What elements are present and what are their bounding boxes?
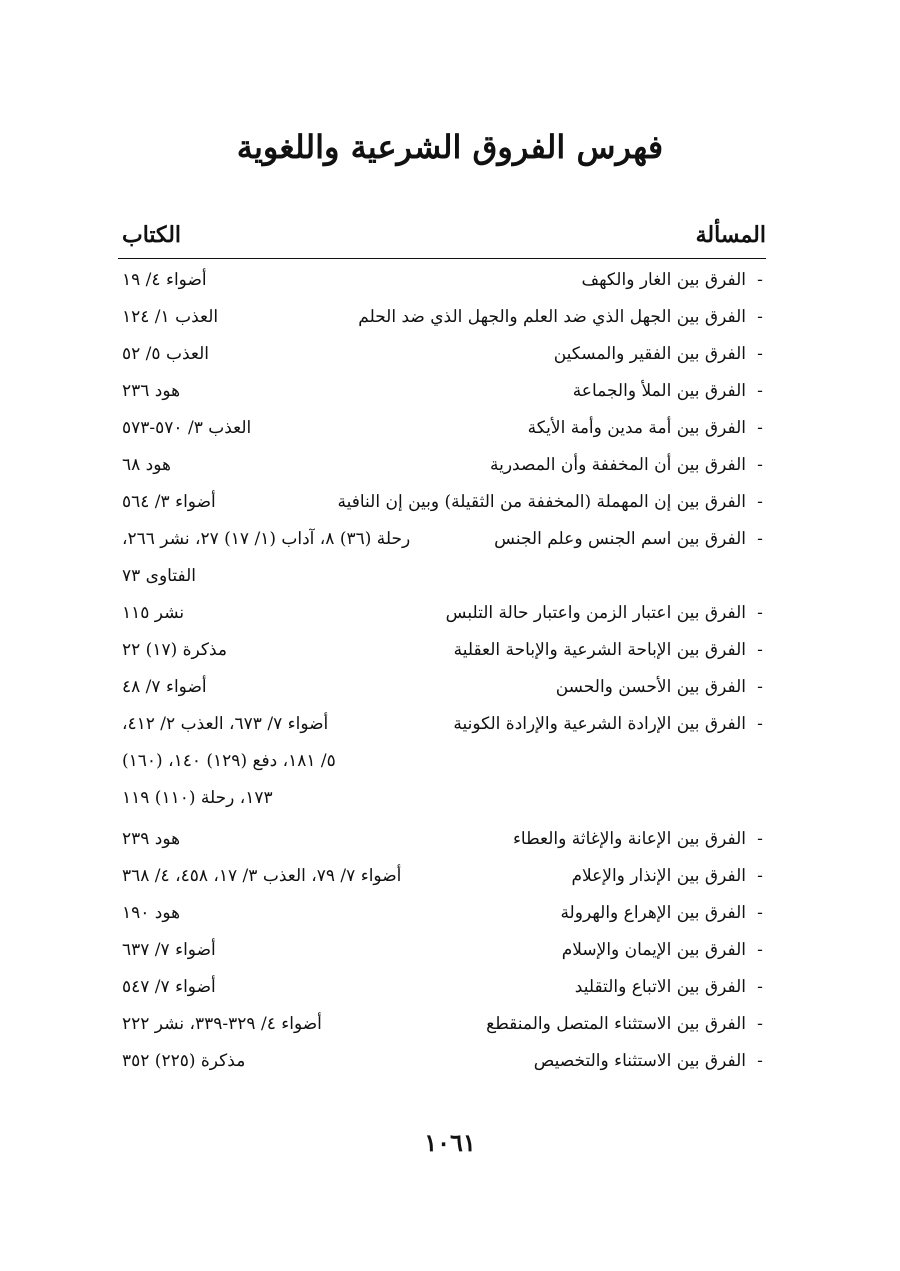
entry-source: هود ١٩٠: [122, 903, 181, 923]
list-item: [118, 447, 766, 484]
list-item: [118, 858, 766, 895]
entry-issue: الفرق بين الاتباع والتقليد: [574, 977, 746, 997]
entry-issue: الفرق بين الجهل الذي ضد العلم والجهل الذي ضد الحلم: [358, 307, 746, 327]
page-title: فهرس الفروق الشرعية واللغوية: [236, 128, 664, 166]
entry-dash: -: [757, 344, 763, 364]
list-item: [118, 521, 766, 558]
list-item: [118, 706, 766, 743]
entry-issue: الفرق بين الاستثناء والتخصيص: [533, 1051, 746, 1071]
list-item: [118, 669, 766, 706]
entry-dash: -: [757, 640, 763, 660]
page-number: ١٠٦١: [424, 1128, 476, 1157]
list-item: [118, 895, 766, 932]
list-item-continuation: [118, 780, 766, 817]
entry-source: هود ٢٣٩: [122, 829, 181, 849]
header-book: الكتاب: [122, 222, 182, 248]
entry-issue: الفرق بين اسم الجنس وعلم الجنس: [494, 529, 746, 549]
entry-source: نشر ١١٥: [122, 603, 185, 623]
entry-issue: الفرق بين إن المهملة (المخففة من الثقيلة) وبين إن النافية: [337, 492, 746, 512]
entry-issue: الفرق بين الملأ والجماعة: [572, 381, 746, 401]
entry-source: أضواء ٧/ ٤٨: [122, 677, 207, 697]
entry-issue: الفرق بين الاستثناء المتصل والمنقطع: [486, 1014, 746, 1034]
entry-issue: الفرق بين الإعانة والإغاثة والعطاء: [512, 829, 746, 849]
entry-dash: -: [757, 1051, 763, 1071]
list-item: [118, 1043, 766, 1080]
header-issue: المسألة: [695, 222, 766, 248]
entry-source-continuation: الفتاوى ٧٣: [122, 566, 196, 586]
entry-issue: الفرق بين أمة مدين وأمة الأيكة: [527, 418, 746, 438]
entry-source: رحلة (٣٦) ٨، آداب (١/ ١٧) ٢٧، نشر ٢٦٦،: [122, 529, 411, 549]
list-item: [118, 299, 766, 336]
entry-source: هود ٦٨: [122, 455, 171, 475]
list-item: [118, 595, 766, 632]
list-item: [118, 336, 766, 373]
entry-issue: الفرق بين الفقير والمسكين: [553, 344, 746, 364]
list-item: [118, 262, 766, 299]
entry-source: هود ٢٣٦: [122, 381, 181, 401]
entry-dash: -: [757, 714, 763, 734]
entry-source: أضواء ٤/ ٣٢٩-٣٣٩، نشر ٢٢٢: [122, 1014, 322, 1034]
entry-source: أضواء ٣/ ٥٦٤: [122, 492, 216, 512]
list-item: [118, 410, 766, 447]
entry-issue: الفرق بين الإهراع والهرولة: [560, 903, 746, 923]
entry-issue: الفرق بين الإرادة الشرعية والإرادة الكونية: [453, 714, 746, 734]
entries-list: [118, 262, 766, 1080]
entry-dash: -: [757, 381, 763, 401]
entry-dash: -: [757, 829, 763, 849]
entry-issue: الفرق بين الغار والكهف: [581, 270, 746, 290]
list-item: [118, 632, 766, 669]
entry-source: العذب ٥/ ٥٢: [122, 344, 209, 364]
entry-source: أضواء ٤/ ١٩: [122, 270, 207, 290]
entry-dash: -: [757, 1014, 763, 1034]
entry-issue: الفرق بين الأحسن والحسن: [555, 677, 746, 697]
list-item-continuation: [118, 558, 766, 595]
entry-source: أضواء ٧/ ٦٣٧: [122, 940, 216, 960]
list-item: [118, 484, 766, 521]
entry-issue: الفرق بين الإنذار والإعلام: [571, 866, 746, 886]
entry-dash: -: [757, 492, 763, 512]
entry-dash: -: [757, 418, 763, 438]
list-item: [118, 969, 766, 1006]
entry-source: مذكرة (١٧) ٢٢: [122, 640, 228, 660]
entry-issue: الفرق بين الإباحة الشرعية والإباحة العقلية: [453, 640, 746, 660]
entry-dash: -: [757, 270, 763, 290]
entry-source: أضواء ٧/ ٦٧٣، العذب ٢/ ٤١٢،: [122, 714, 329, 734]
entry-issue: الفرق بين أن المخففة وأن المصدرية: [490, 455, 746, 475]
entry-source-continuation: ٥/ ١٨١، دفع (١٢٩) ١٤٠، (١٦٠): [122, 751, 336, 771]
list-item: [118, 1006, 766, 1043]
entry-dash: -: [757, 603, 763, 623]
header-rule: [118, 258, 766, 259]
entry-dash: -: [757, 307, 763, 327]
list-item-continuation: [118, 743, 766, 780]
entry-issue: الفرق بين الإيمان والإسلام: [561, 940, 746, 960]
entry-dash: -: [757, 940, 763, 960]
entry-source-continuation: ١٧٣، رحلة (١١٠) ١١٩: [122, 788, 273, 808]
column-headers: [118, 222, 766, 254]
entry-dash: -: [757, 529, 763, 549]
entry-source: العذب ٣/ ٥٧٠-٥٧٣: [122, 418, 252, 438]
entry-source: العذب ١/ ١٢٤: [122, 307, 219, 327]
list-item: [118, 932, 766, 969]
entry-issue: الفرق بين اعتبار الزمن واعتبار حالة التلبس: [445, 603, 746, 623]
entry-dash: -: [757, 677, 763, 697]
list-item: [118, 373, 766, 410]
list-item: [118, 821, 766, 858]
entry-source: مذكرة (٢٢٥) ٣٥٢: [122, 1051, 246, 1071]
entry-source: أضواء ٧/ ٥٤٧: [122, 977, 216, 997]
entry-dash: -: [757, 977, 763, 997]
entry-dash: -: [757, 866, 763, 886]
entry-source: أضواء ٧/ ٧٩، العذب ٣/ ١٧، ٤٥٨، ٤/ ٣٦٨: [122, 866, 402, 886]
entry-dash: -: [757, 903, 763, 923]
entry-dash: -: [757, 455, 763, 475]
